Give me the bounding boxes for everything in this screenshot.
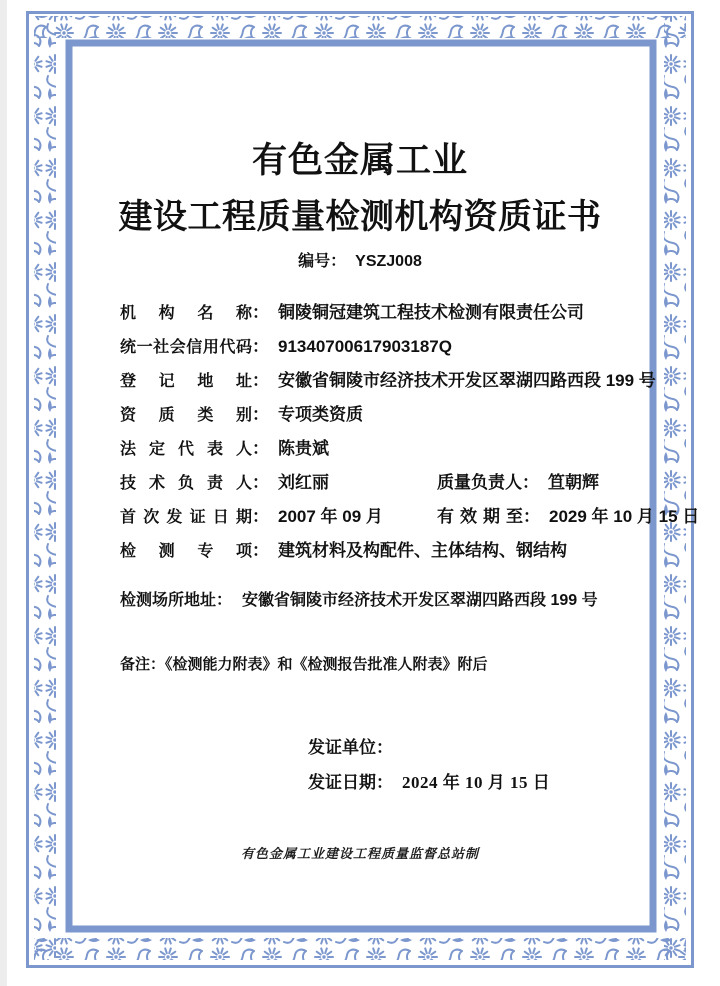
colon: ： [252, 439, 269, 458]
field-row-org-name [120, 296, 647, 330]
field-row-first-issue-date [120, 500, 700, 534]
field-row-legal-representative [120, 432, 647, 466]
issue-date-value: 2024 年 10 月 15 日 [402, 773, 551, 792]
field-pair-valid-until [437, 500, 699, 534]
field-value: 建筑材料及构配件、主体结构、钢结构 [278, 541, 567, 560]
field-label: 法定代表人 [120, 441, 252, 458]
colon: ： [522, 473, 539, 492]
note-line: 备注：《检测能力附表》和《检测报告批准人附表》附后 [120, 656, 488, 673]
field-label: 首次发证日期 [120, 509, 252, 526]
issue-date-label: 发证日期 [308, 773, 376, 792]
field-row-qualification-category [120, 398, 647, 432]
colon: ： [376, 738, 393, 757]
colon: ： [252, 473, 269, 492]
field-label: 资质类别 [120, 407, 252, 424]
colon: ： [252, 507, 269, 526]
certificate-content [73, 47, 700, 863]
field-row-technical-director [120, 466, 647, 500]
colon: ： [252, 303, 269, 322]
field-value: 安徽省铜陵市经济技术开发区翠湖四路西段 199 号 [278, 371, 656, 390]
field-list [120, 296, 700, 568]
field-label: 有效期至 [437, 507, 523, 526]
field-label: 统一社会信用代码 [120, 339, 252, 356]
colon: ： [330, 253, 347, 270]
field-value: 陈贵斌 [278, 439, 329, 458]
field-label: 技术负责人 [120, 475, 252, 492]
field-label: 机构名称 [120, 305, 252, 322]
issue-date-line [308, 772, 647, 794]
colon: ： [523, 507, 540, 526]
field-label: 登记地址 [120, 373, 252, 390]
certificate-number-line [73, 252, 647, 272]
field-value: 刘红丽 [278, 473, 329, 492]
field-row-testing-site-address [120, 590, 647, 612]
issuer-label: 发证单位 [308, 738, 376, 757]
field-value: 铜陵铜冠建筑工程技术检测有限责任公司 [278, 303, 584, 322]
colon: ： [216, 592, 233, 609]
colon: ： [376, 773, 393, 792]
field-pair-quality-director [437, 466, 599, 500]
field-value: 安徽省铜陵市经济技术开发区翠湖四路西段 199 号 [242, 592, 598, 609]
field-value: 2007 年 09 月 [278, 507, 383, 526]
field-row-registered-address [120, 364, 656, 398]
field-row-credit-code [120, 330, 647, 364]
field-label: 质量负责人 [437, 473, 522, 492]
field-value: 专项类资质 [278, 405, 363, 424]
issuing-authority-footer: 有色金属工业建设工程质量监督总站制 [240, 846, 479, 861]
field-value: 2029 年 10 月 15 日 [549, 507, 700, 526]
colon: ： [252, 405, 269, 424]
certificate-title-line1: 有色金属工业 [251, 141, 468, 180]
field-label: 检测场所地址 [120, 592, 217, 609]
colon: ： [252, 371, 269, 390]
field-value: 91340700617903187Q [278, 337, 452, 356]
colon: ： [252, 541, 269, 560]
field-row-testing-specialties [120, 534, 647, 568]
issuer-line [308, 737, 647, 759]
certificate-number-label: 编号 [298, 253, 331, 270]
colon: ： [252, 337, 269, 356]
certificate-number-value: YSZJ008 [355, 253, 422, 270]
certificate-title-line2: 建设工程质量检测机构资质证书 [118, 198, 602, 236]
field-value: 笪朝辉 [548, 473, 599, 492]
field-label: 检测专项 [120, 543, 252, 560]
